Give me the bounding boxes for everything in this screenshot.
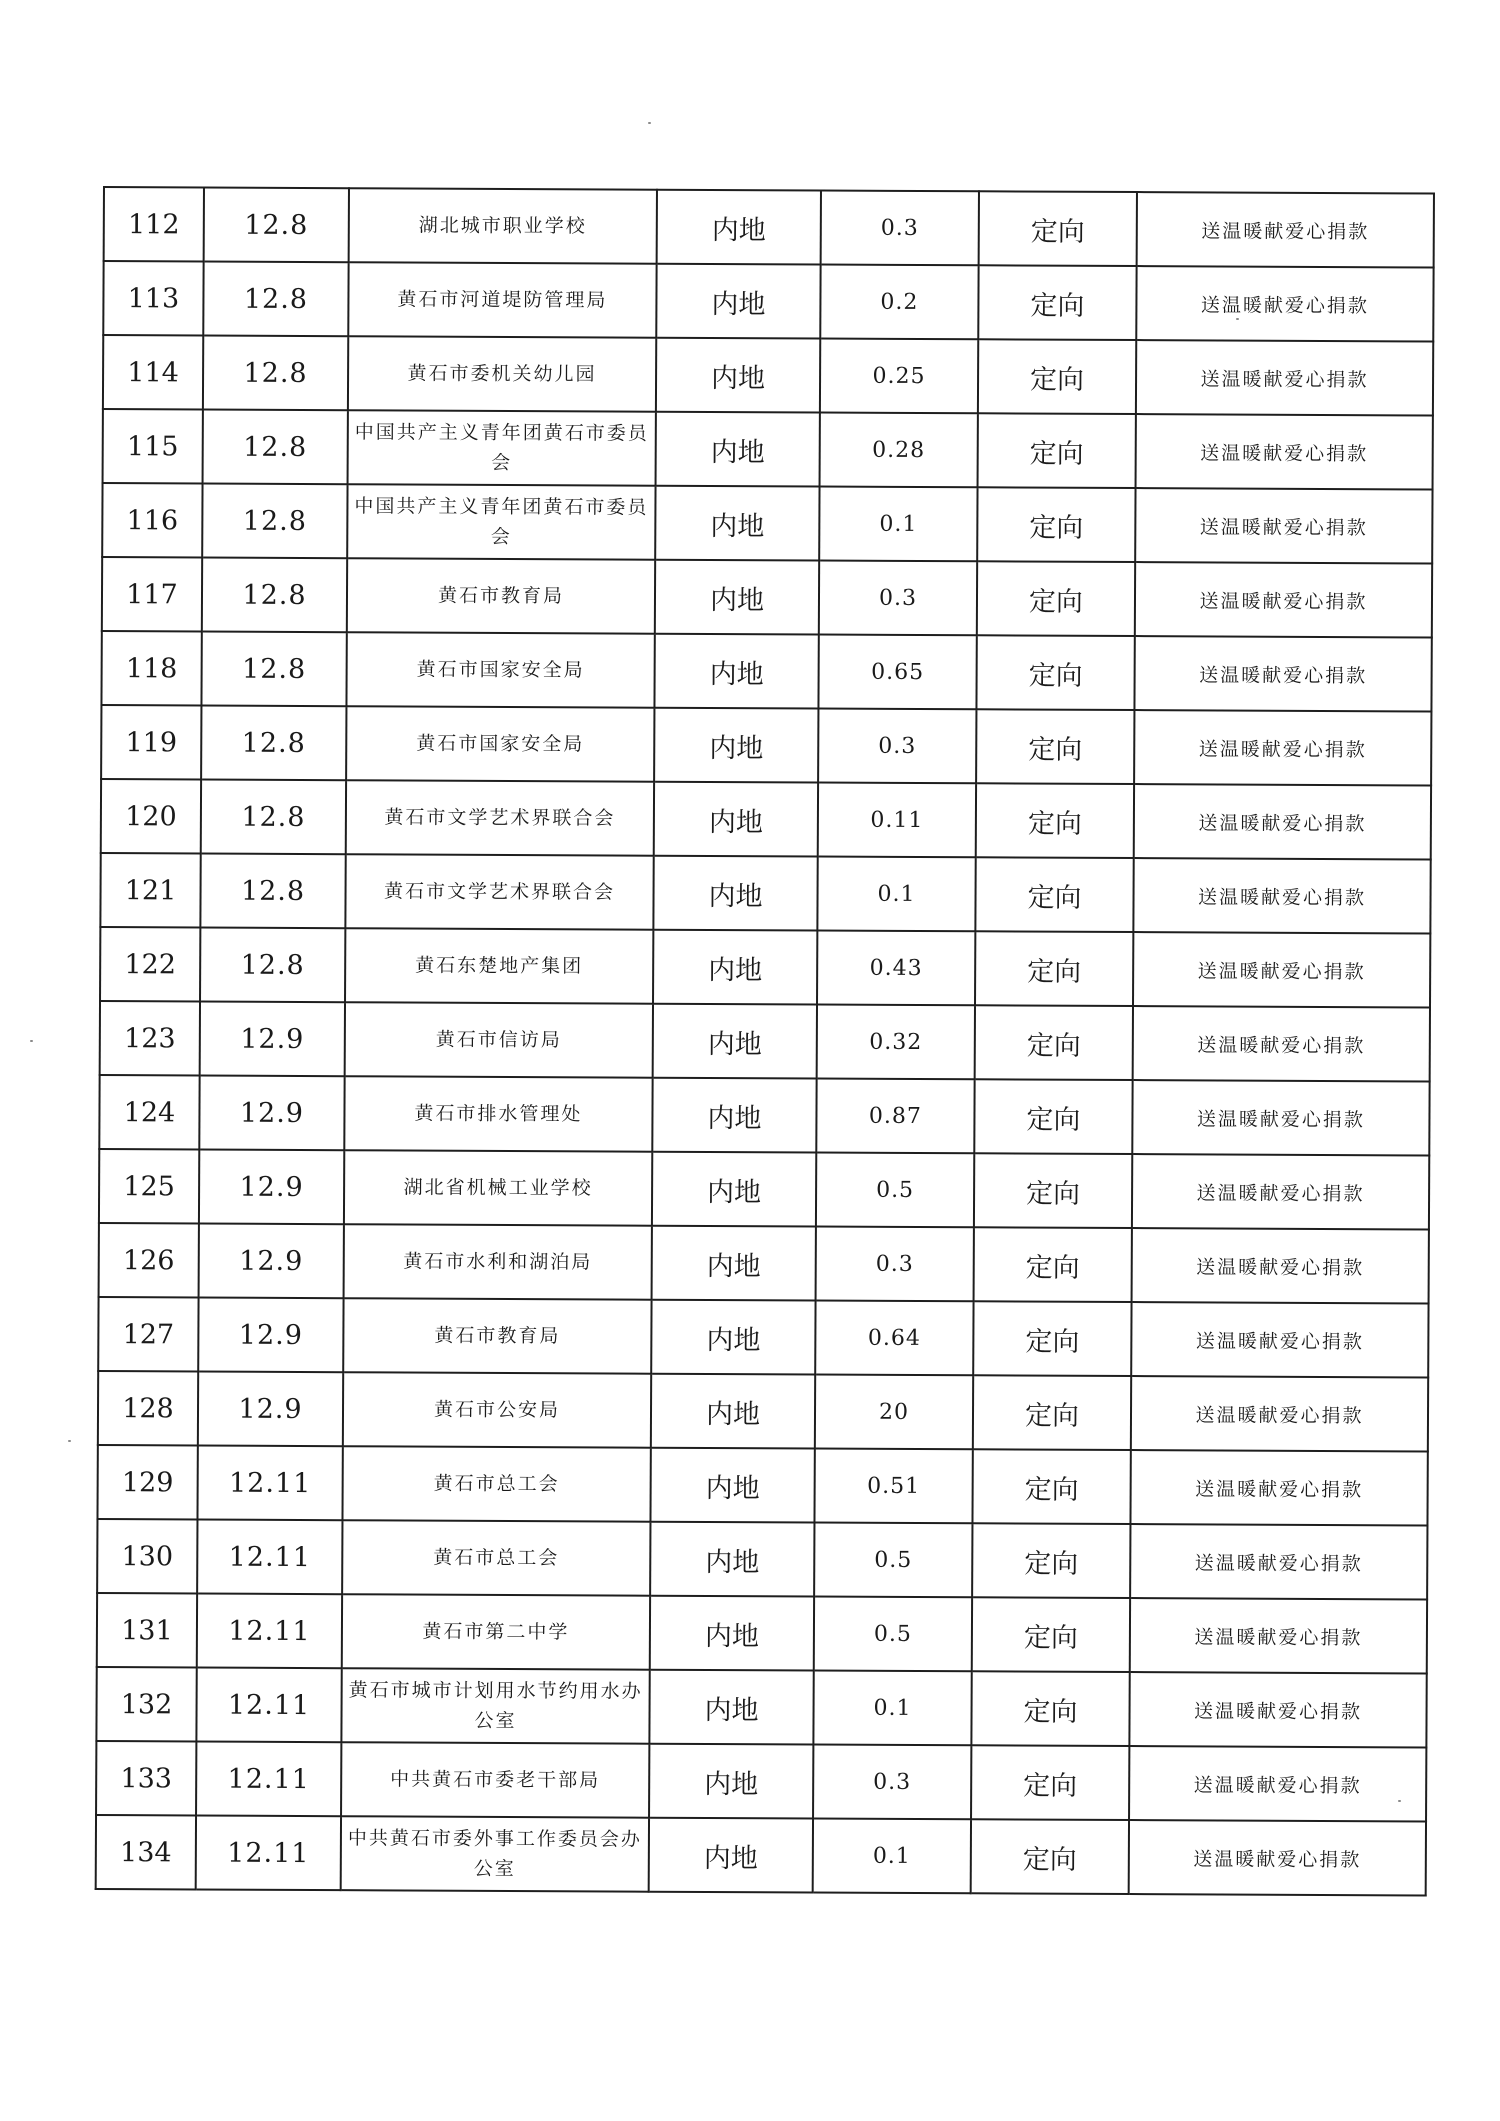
purpose-cell: 送温暖献爱心捐款: [1134, 636, 1431, 711]
region-cell: 内地: [649, 1744, 813, 1819]
table-row: [98, 1371, 1428, 1451]
organization-cell: 黄石市公安局: [343, 1372, 651, 1448]
purpose-cell: 送温暖献爱心捐款: [1130, 1450, 1427, 1525]
date-cell: 12.8: [204, 187, 349, 262]
date-cell: 12.9: [198, 1297, 343, 1372]
donation-type-cell: 定向: [978, 413, 1136, 488]
table-row: [103, 335, 1433, 415]
row-number: 121: [100, 853, 200, 927]
date-cell: 12.9: [198, 1371, 343, 1446]
amount-cell: 0.3: [816, 1226, 974, 1301]
amount-cell: 0.5: [816, 1152, 974, 1227]
purpose-cell: 送温暖献爱心捐款: [1129, 1672, 1426, 1747]
organization-cell: 中国共产主义青年团黄石市委员会: [347, 484, 655, 560]
date-cell: 12.11: [196, 1815, 341, 1890]
date-cell: 12.9: [199, 1149, 344, 1224]
donation-type-cell: 定向: [972, 1597, 1130, 1672]
row-number: 125: [99, 1149, 199, 1223]
amount-cell: 0.25: [820, 339, 978, 414]
amount-cell: 0.3: [821, 191, 979, 266]
organization-cell: 黄石市总工会: [342, 1446, 650, 1522]
scan-speck: [648, 122, 651, 124]
table-row: [101, 779, 1431, 859]
date-cell: 12.8: [201, 779, 346, 854]
amount-cell: 0.87: [816, 1078, 974, 1153]
amount-cell: 0.1: [813, 1670, 971, 1745]
row-number: 117: [102, 557, 202, 631]
row-number: 131: [97, 1593, 197, 1667]
region-cell: 内地: [654, 782, 818, 857]
organization-cell: 黄石市教育局: [347, 558, 655, 634]
date-cell: 12.11: [196, 1741, 341, 1816]
row-number: 134: [96, 1815, 196, 1889]
purpose-cell: 送温暖献爱心捐款: [1130, 1524, 1427, 1599]
organization-cell: 黄石市总工会: [342, 1520, 650, 1596]
row-number: 119: [101, 705, 201, 779]
region-cell: 内地: [651, 1300, 815, 1375]
organization-cell: 湖北城市职业学校: [349, 188, 657, 264]
table-row: [100, 927, 1430, 1007]
row-number: 122: [100, 927, 200, 1001]
date-cell: 12.11: [197, 1593, 342, 1668]
region-cell: 内地: [655, 560, 819, 635]
purpose-cell: 送温暖献爱心捐款: [1135, 488, 1432, 563]
row-number: 133: [96, 1741, 196, 1815]
purpose-cell: 送温暖献爱心捐款: [1133, 1006, 1430, 1081]
organization-cell: 中共黄石市委老干部局: [341, 1742, 649, 1818]
organization-cell: 黄石市信访局: [345, 1002, 653, 1078]
organization-cell: 黄石市教育局: [343, 1298, 651, 1374]
purpose-cell: 送温暖献爱心捐款: [1131, 1302, 1428, 1377]
row-number: 114: [103, 335, 203, 409]
date-cell: 12.9: [199, 1223, 344, 1298]
date-cell: 12.11: [196, 1667, 341, 1742]
donation-type-cell: 定向: [971, 1819, 1129, 1894]
region-cell: 内地: [650, 1522, 814, 1597]
amount-cell: 0.43: [817, 930, 975, 1005]
region-cell: 内地: [649, 1818, 813, 1893]
amount-cell: 0.32: [817, 1004, 975, 1079]
donation-type-cell: 定向: [976, 783, 1134, 858]
amount-cell: 0.3: [819, 561, 977, 636]
purpose-cell: 送温暖献爱心捐款: [1130, 1598, 1427, 1673]
purpose-cell: 送温暖献爱心捐款: [1135, 562, 1432, 637]
row-number: 126: [99, 1223, 199, 1297]
region-cell: 内地: [649, 1670, 813, 1745]
amount-cell: 0.2: [820, 265, 978, 340]
region-cell: 内地: [652, 1078, 816, 1153]
region-cell: 内地: [651, 1374, 815, 1449]
region-cell: 内地: [653, 856, 817, 931]
date-cell: 12.8: [202, 483, 347, 558]
purpose-cell: 送温暖献爱心捐款: [1133, 858, 1430, 933]
date-cell: 12.8: [203, 261, 348, 336]
row-number: 127: [98, 1297, 198, 1371]
amount-cell: 0.5: [814, 1596, 972, 1671]
table-row: [100, 853, 1430, 933]
donation-type-cell: 定向: [974, 1079, 1132, 1154]
table-row: [102, 557, 1432, 637]
donation-type-cell: 定向: [975, 1005, 1133, 1080]
purpose-cell: 送温暖献爱心捐款: [1137, 192, 1434, 267]
organization-cell: 黄石市水利和湖泊局: [344, 1224, 652, 1300]
purpose-cell: 送温暖献爱心捐款: [1129, 1746, 1426, 1821]
amount-cell: 0.51: [814, 1448, 972, 1523]
date-cell: 12.9: [200, 1001, 345, 1076]
table-row: [96, 1741, 1426, 1821]
table-row: [96, 1815, 1426, 1895]
amount-cell: 0.1: [817, 857, 975, 932]
donation-type-cell: 定向: [971, 1745, 1129, 1820]
amount-cell: 0.65: [818, 635, 976, 710]
date-cell: 12.8: [203, 335, 348, 410]
row-number: 112: [104, 187, 204, 261]
table-row: [97, 1445, 1427, 1525]
region-cell: 内地: [656, 264, 820, 339]
date-cell: 12.11: [197, 1519, 342, 1594]
table-row: [99, 1149, 1429, 1229]
amount-cell: 0.64: [815, 1300, 973, 1375]
organization-cell: 黄石东楚地产集团: [345, 928, 653, 1004]
date-cell: 12.8: [201, 705, 346, 780]
purpose-cell: 送温暖献爱心捐款: [1132, 1228, 1429, 1303]
purpose-cell: 送温暖献爱心捐款: [1134, 710, 1431, 785]
table-row: [103, 261, 1433, 341]
amount-cell: 0.3: [818, 709, 976, 784]
organization-cell: 黄石市文学艺术界联合会: [345, 854, 653, 930]
donation-type-cell: 定向: [978, 265, 1136, 340]
amount-cell: 0.1: [813, 1818, 971, 1893]
purpose-cell: 送温暖献爱心捐款: [1136, 340, 1433, 415]
region-cell: 内地: [657, 190, 821, 265]
date-cell: 12.11: [197, 1445, 342, 1520]
date-cell: 12.9: [199, 1075, 344, 1150]
table-row: [103, 409, 1433, 489]
donation-type-cell: 定向: [971, 1671, 1129, 1746]
purpose-cell: 送温暖献爱心捐款: [1134, 784, 1431, 859]
region-cell: 内地: [653, 1004, 817, 1079]
organization-cell: 黄石市委机关幼儿园: [348, 336, 656, 412]
donation-type-cell: 定向: [973, 1301, 1131, 1376]
donation-type-cell: 定向: [975, 931, 1133, 1006]
donation-type-cell: 定向: [974, 1153, 1132, 1228]
row-number: 132: [96, 1667, 196, 1741]
table-row: [98, 1297, 1428, 1377]
donation-type-cell: 定向: [978, 339, 1136, 414]
table-row: [97, 1593, 1427, 1673]
row-number: 118: [101, 631, 201, 705]
table-row: [99, 1223, 1429, 1303]
row-number: 120: [101, 779, 201, 853]
organization-cell: 湖北省机械工业学校: [344, 1150, 652, 1226]
table-row: [101, 705, 1431, 785]
amount-cell: 0.1: [819, 487, 977, 562]
region-cell: 内地: [652, 1226, 816, 1301]
donation-type-cell: 定向: [974, 1227, 1132, 1302]
row-number: 129: [97, 1445, 197, 1519]
region-cell: 内地: [656, 412, 820, 487]
purpose-cell: 送温暖献爱心捐款: [1136, 266, 1433, 341]
organization-cell: 中国共产主义青年团黄石市委员会: [348, 410, 656, 486]
table-row: [104, 187, 1434, 267]
purpose-cell: 送温暖献爱心捐款: [1132, 1154, 1429, 1229]
purpose-cell: 送温暖献爱心捐款: [1131, 1376, 1428, 1451]
date-cell: 12.8: [200, 927, 345, 1002]
row-number: 115: [103, 409, 203, 483]
donation-type-cell: 定向: [977, 487, 1135, 562]
donation-type-cell: 定向: [973, 1375, 1131, 1450]
organization-cell: 黄石市文学艺术界联合会: [346, 780, 654, 856]
donation-type-cell: 定向: [975, 857, 1133, 932]
amount-cell: 0.28: [820, 413, 978, 488]
row-number: 113: [103, 261, 203, 335]
donation-table-body: [96, 187, 1434, 1895]
region-cell: 内地: [656, 338, 820, 413]
row-number: 130: [97, 1519, 197, 1593]
table-row: [97, 1519, 1427, 1599]
purpose-cell: 送温暖献爱心捐款: [1136, 414, 1433, 489]
organization-cell: 黄石市国家安全局: [346, 706, 654, 782]
region-cell: 内地: [655, 486, 819, 561]
amount-cell: 20: [815, 1374, 973, 1449]
organization-cell: 黄石市排水管理处: [344, 1076, 652, 1152]
row-number: 124: [99, 1075, 199, 1149]
organization-cell: 黄石市河道堤防管理局: [348, 262, 656, 338]
row-number: 123: [100, 1001, 200, 1075]
organization-cell: 中共黄石市委外事工作委员会办公室: [341, 1816, 649, 1892]
region-cell: 内地: [652, 1152, 816, 1227]
donation-type-cell: 定向: [979, 191, 1137, 266]
amount-cell: 0.11: [818, 783, 976, 858]
amount-cell: 0.5: [814, 1522, 972, 1597]
table-row: [100, 1001, 1430, 1081]
purpose-cell: 送温暖献爱心捐款: [1129, 1820, 1426, 1895]
table-row: [101, 631, 1431, 711]
scan-speck: [30, 1040, 33, 1042]
region-cell: 内地: [653, 930, 817, 1005]
donation-type-cell: 定向: [976, 709, 1134, 784]
region-cell: 内地: [654, 708, 818, 783]
purpose-cell: 送温暖献爱心捐款: [1133, 932, 1430, 1007]
table-row: [96, 1667, 1426, 1747]
donation-type-cell: 定向: [976, 635, 1134, 710]
table-row: [102, 483, 1432, 563]
date-cell: 12.8: [203, 409, 348, 484]
donation-table: [95, 186, 1435, 1896]
donation-type-cell: 定向: [977, 561, 1135, 636]
region-cell: 内地: [650, 1596, 814, 1671]
date-cell: 12.8: [200, 853, 345, 928]
organization-cell: 黄石市第二中学: [342, 1594, 650, 1670]
region-cell: 内地: [650, 1448, 814, 1523]
row-number: 128: [98, 1371, 198, 1445]
row-number: 116: [102, 483, 202, 557]
table-row: [99, 1075, 1429, 1155]
donation-type-cell: 定向: [972, 1449, 1130, 1524]
amount-cell: 0.3: [813, 1744, 971, 1819]
date-cell: 12.8: [201, 631, 346, 706]
donation-type-cell: 定向: [972, 1523, 1130, 1598]
organization-cell: 黄石市国家安全局: [346, 632, 654, 708]
date-cell: 12.8: [202, 557, 347, 632]
region-cell: 内地: [654, 634, 818, 709]
organization-cell: 黄石市城市计划用水节约用水办公室: [341, 1668, 649, 1744]
scan-speck: [68, 1440, 71, 1442]
purpose-cell: 送温暖献爱心捐款: [1132, 1080, 1429, 1155]
